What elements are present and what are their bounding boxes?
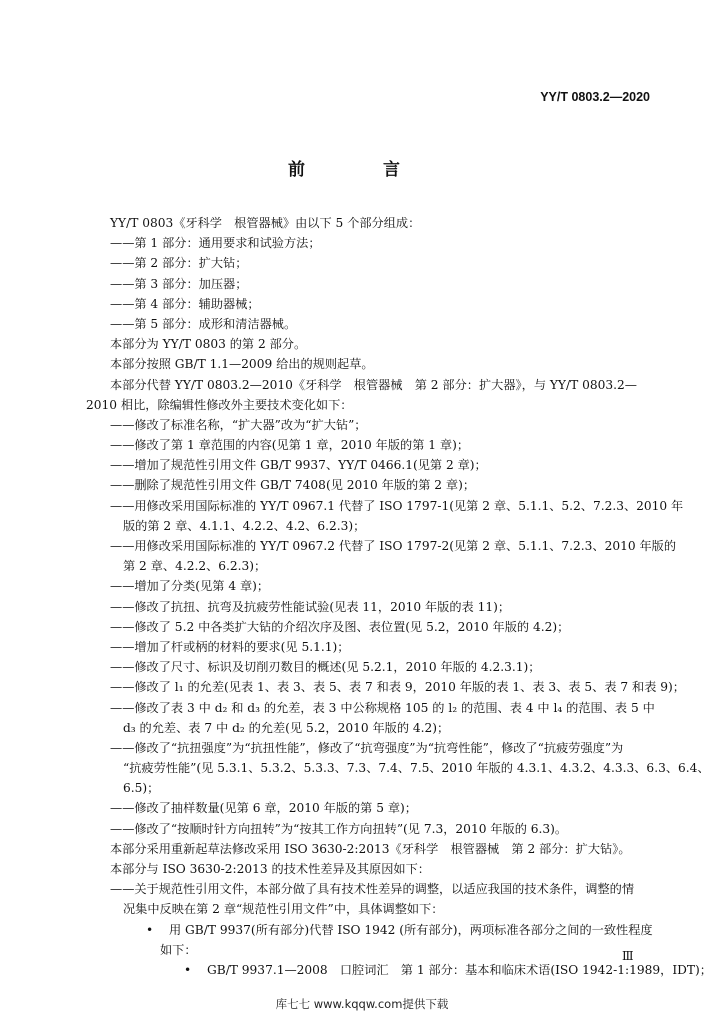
line-text: ——第 5 部分：成形和清洁器械。 bbox=[110, 316, 297, 331]
document-code: YY/T 0803.2—2020 bbox=[540, 90, 650, 104]
text-line bbox=[86, 859, 648, 879]
line-text: ——修改了尺寸、标识及切削刃数目的概述(见 5.2.1，2010 年版的 4.2.3.1)； bbox=[110, 660, 541, 675]
text-line bbox=[86, 455, 648, 475]
page-number: Ⅲ bbox=[622, 949, 634, 963]
text-line bbox=[86, 435, 648, 455]
text-line bbox=[86, 798, 648, 818]
line-text: ——修改了 l₁ 的允差(见表 1、表 3、表 5、表 7 和表 9，2010 年版的表 1、表 3、表 5、表 7 和表 9)； bbox=[110, 680, 685, 695]
line-text: ——关于规范性引用文件，本部分做了具有技术性差异的调整，以适应我国的技术条件，调整的情 bbox=[110, 882, 635, 897]
line-text: 本部分采用重新起草法修改采用 ISO 3630-2:2013《牙科学 根管器械 第 2 部分：扩大钻》。 bbox=[110, 841, 631, 856]
line-text: 如下： bbox=[160, 942, 197, 957]
line-text: ——第 1 部分：通用要求和试验方法； bbox=[110, 236, 321, 251]
line-text: ——修改了“按顺时针方向扭转”为“按其工作方向扭转”(见 7.3，2010 年版的 6.3)。 bbox=[110, 821, 568, 836]
text-line bbox=[86, 576, 648, 596]
line-text: ——增加了杆或柄的材料的要求(见 5.1.1)； bbox=[110, 639, 350, 654]
text-line bbox=[86, 233, 648, 253]
text-line bbox=[86, 698, 655, 718]
line-text: ——修改了 5.2 中各类扩大钻的介绍次序及图、表位置(见 5.2，2010 年版的 4.2)； bbox=[110, 619, 570, 634]
text-line bbox=[86, 839, 648, 859]
text-line bbox=[86, 274, 648, 294]
text-line bbox=[86, 778, 648, 798]
line-text: ——修改了标准名称，“扩大器”改为“扩大钻”； bbox=[110, 417, 367, 432]
line-text: ——第 2 部分：扩大钻； bbox=[110, 256, 248, 271]
text-line bbox=[86, 879, 648, 899]
line-text: 本部分为 YY/T 0803 的第 2 部分。 bbox=[110, 337, 307, 352]
line-text: 2010 相比，除编辑性修改外主要技术变化如下： bbox=[86, 397, 353, 412]
text-line bbox=[86, 354, 648, 374]
text-line bbox=[86, 677, 685, 697]
text-line bbox=[86, 415, 648, 435]
line-text: ——修改了“抗扭强度”为“抗扭性能”，修改了“抗弯强度”为“抗弯性能”，修改了“抗疲劳强度”为 bbox=[110, 740, 624, 755]
line-text: ——修改了抽样数量(见第 6 章，2010 年版的第 5 章)； bbox=[110, 801, 417, 816]
text-line bbox=[86, 314, 648, 334]
text-line bbox=[86, 819, 648, 839]
text-line bbox=[86, 213, 648, 233]
text-line bbox=[86, 920, 653, 940]
line-text: 本部分按照 GB/T 1.1—2009 给出的规则起草。 bbox=[110, 357, 374, 372]
line-text: ——删除了规范性引用文件 GB/T 7408(见 2010 年版的第 2 章)； bbox=[110, 478, 476, 493]
line-text: ——用修改采用国际标准的 YY/T 0967.2 代替了 ISO 1797-2(见第 2 章、5.1.1、7.2.3、2010 年版的 bbox=[110, 539, 677, 553]
text-line bbox=[86, 657, 648, 677]
line-text: 本部分与 ISO 3630-2:2013 的技术性差异及其原因如下： bbox=[110, 862, 430, 876]
text-line bbox=[86, 294, 648, 314]
line-text: ——修改了第 1 章范围的内容(见第 1 章，2010 年版的第 1 章)； bbox=[110, 438, 470, 453]
download-footer: 库七七 www.kqqw.com提供下载 bbox=[275, 997, 449, 1011]
line-text: ——修改了表 3 中 d₂ 和 d₃ 的允差，表 3 中公称规格 105 的 l₂ 的范围、表 4 中 l₄ 的范围、表 5 中 bbox=[110, 700, 655, 715]
line-text: 用 GB/T 9937(所有部分)代替 ISO 1942 (所有部分)，两项标准各部分之间的一致性程度 bbox=[169, 922, 653, 937]
text-line bbox=[86, 536, 677, 556]
line-text: d₃ 的允差、表 7 中 d₂ 的允差(见 5.2，2010 年版的 4.2)； bbox=[123, 720, 450, 735]
text-line bbox=[86, 940, 648, 960]
line-text: 况集中反映在第 2 章“规范性引用文件”中，具体调整如下： bbox=[123, 902, 444, 917]
text-line bbox=[86, 758, 710, 778]
line-text: 本部分代替 YY/T 0803.2—2010《牙科学 根管器械 第 2 部分：扩大器》，与 YY/T 0803.2— bbox=[110, 377, 637, 392]
text-line bbox=[86, 718, 648, 738]
text-line bbox=[86, 253, 648, 273]
line-text: GB/T 9937.1—2008 口腔词汇 第 1 部分：基本和临床术语(ISO 1942-1:1989，IDT)； bbox=[207, 962, 712, 977]
text-line bbox=[86, 960, 712, 980]
line-text: ——增加了分类(见第 4 章)； bbox=[110, 579, 270, 594]
bullet-icon: • bbox=[146, 922, 154, 937]
text-line bbox=[86, 395, 648, 415]
line-text: 版的第 2 章、4.1.1、4.2.2、4.2、6.2.3)； bbox=[123, 518, 366, 533]
text-line bbox=[86, 738, 648, 758]
text-line bbox=[86, 637, 648, 657]
line-text: ——用修改采用国际标准的 YY/T 0967.1 代替了 ISO 1797-1(见第 2 章、5.1.1、5.2、7.2.3、2010 年 bbox=[110, 498, 684, 513]
body-text bbox=[86, 213, 712, 980]
text-line bbox=[86, 475, 648, 495]
text-line bbox=[86, 496, 684, 516]
text-line bbox=[86, 617, 648, 637]
bullet-icon: • bbox=[184, 962, 192, 977]
text-line bbox=[86, 597, 648, 617]
line-text: 第 2 章、4.2.2、6.2.3)； bbox=[123, 559, 267, 574]
line-text: ——修改了抗扭、抗弯及抗疲劳性能试验(见表 11，2010 年版的表 11)； bbox=[110, 599, 511, 614]
text-line bbox=[86, 516, 648, 536]
line-text: ——第 3 部分：加压器； bbox=[110, 276, 248, 291]
text-line bbox=[86, 334, 648, 354]
line-text: YY/T 0803《牙科学 根管器械》由以下 5 个部分组成： bbox=[110, 216, 421, 230]
line-text: ——增加了规范性引用文件 GB/T 9937、YY/T 0466.1(见第 2 章)； bbox=[110, 458, 487, 473]
text-line bbox=[86, 899, 648, 919]
text-line bbox=[86, 375, 648, 395]
line-text: “抗疲劳性能”(见 5.3.1、5.3.2、5.3.3、7.3、7.4、7.5、2010 年版的 4.3.1、4.3.2、4.3.3、6.3、6.4、 bbox=[123, 761, 710, 776]
page-title: 前 言 bbox=[288, 160, 436, 180]
line-text: ——第 4 部分：辅助器械； bbox=[110, 296, 260, 311]
text-line bbox=[86, 556, 648, 576]
line-text: 6.5)； bbox=[123, 781, 160, 796]
